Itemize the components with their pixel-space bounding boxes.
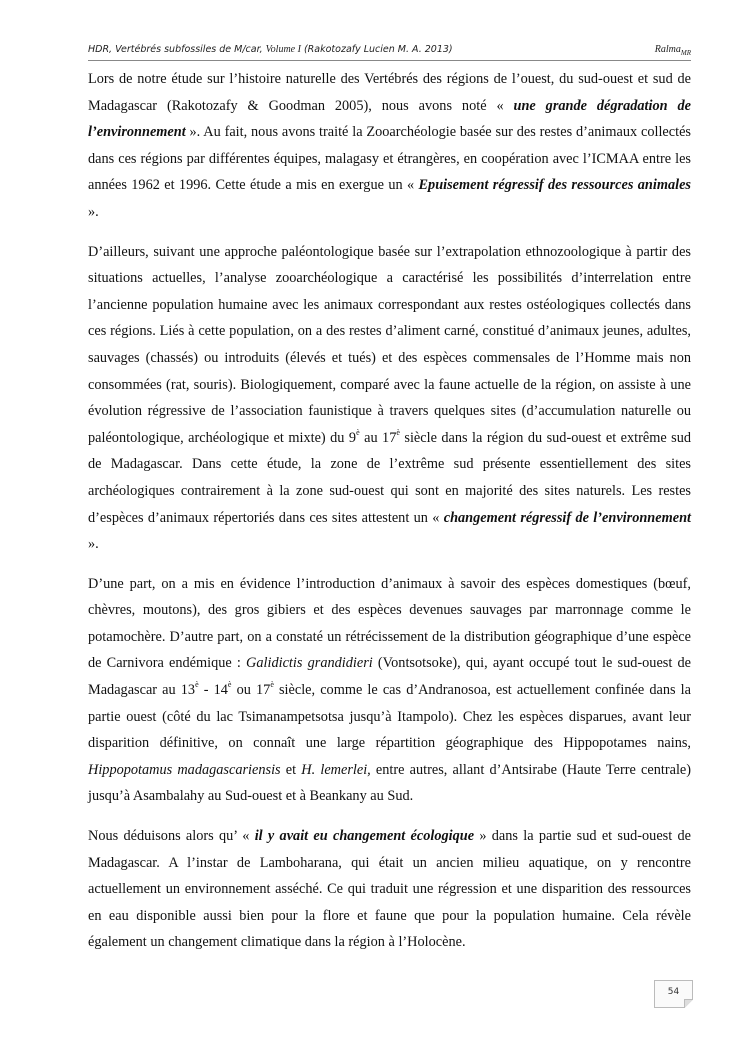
header-author: Ralma$_{MR}$ — [654, 44, 691, 57]
paragraph-2: D’ailleurs, suivant une approche paléontologique basée sur l’extrapolation ethnozoologique à partir des situations actuelles, l’analyse zooarchéologique a caractérisé les possibilités d’interrelation entre l’ancienne population humaine avec les animaux correspondant aux restes ostéologiques collectés dans ces régions. Liés à cette population, on a des restes d’aliment carné, constitué d’animaux jeunes, adultes, sauvages (chassés) ou introduits (élevés et tués) et des espèces commensales de l’Homme mais non consommées (rat, souris). Biologiquement, comparé avec la faune actuelle de la région, on assiste à une évolution régressive de l’association faunistique à travers quelques sites (d’accumulation naturelle ou paléontologique, archéologique et mixte) du $9^è$ au $17^è$ siècle dans la région du sud-ouest et extrême sud de Madagascar. Dans cette étude, la zone de l’extrême sud présente essentiellement des sites archéologiques contrairement à la zone sud-ouest qui sont en majorité des sites naturels. Les restes d’espèces d’animaux répertoriés dans ces sites attestent un « changement régressif de l’environnement ». — [88, 243, 691, 553]
header-rule — [88, 60, 691, 61]
page-number: 54 — [654, 980, 693, 1008]
paragraph-4: Nous déduisons alors qu’ « il y avait eu changement écologique » dans la partie sud et sud-ouest de Madagascar. A l’instar de Lamboharana, qui était un ancien milieu aquatique, on y rencontre actuellement un environnement asséché. Ce qui traduit une régression et une disparition des ressources en eau disponible aussi bien pour la flore et faune que pour la population humaine. Cela révèle également un changement climatique dans la région à l’Holocène. — [88, 828, 691, 951]
body-text — [88, 64, 691, 969]
running-header — [88, 44, 691, 60]
header-title: HDR, Vertébrés subfossiles de M/car, Volume I (Rakotozafy Lucien M. A. 2013) — [88, 44, 453, 55]
paragraph-1: Lors de notre étude sur l’histoire naturelle des Vertébrés des régions de l’ouest, du sud-ouest et sud de Madagascar (Rakotozafy & Goodman 2005), nous avons noté « une grande dégradation de l’environnement ». Au fait, nous avons traité la Zooarchéologie basée sur des restes d’animaux collectés dans ces régions par différentes équipes, malagasy et étrangères, en coopération avec l’ICMAA entre les années 1962 et 1996. Cette étude a mis en exergue un « Epuisement régressif des ressources animales ». — [88, 71, 692, 220]
paragraph-3: D’une part, on a mis en évidence l’introduction d’animaux à savoir des espèces domestiques (bœuf, chèvres, moutons), des gros gibiers et des espèces devenues sauvages par marronnage comme le potamochère. D’autre part, on a constaté un rétrécissement de la distribution géographique d’une espèce de Carnivora endémique : Galidictis grandidieri (Vontsotsoke), qui, ayant occupé tout le sud-ouest de Madagascar au $13^è - 14^è$ ou $17^è$ siècle, comme le cas d’Andranosoa, est actuellement confinée dans la partie ouest (côté du lac Tsimanampetsotsa jusqu’à Itampolo). Chez les espèces disparues, avant leur disparition définitive, on connaît une large répartition géographique des Hippopotames nains, Hippopotamus madagascariensis et H. lemerlei, entre autres, allant d’Antsirabe (Haute Terre centrale) jusqu’à Asambalahy au Sud-ouest et à Beankany au Sud. — [88, 575, 692, 805]
